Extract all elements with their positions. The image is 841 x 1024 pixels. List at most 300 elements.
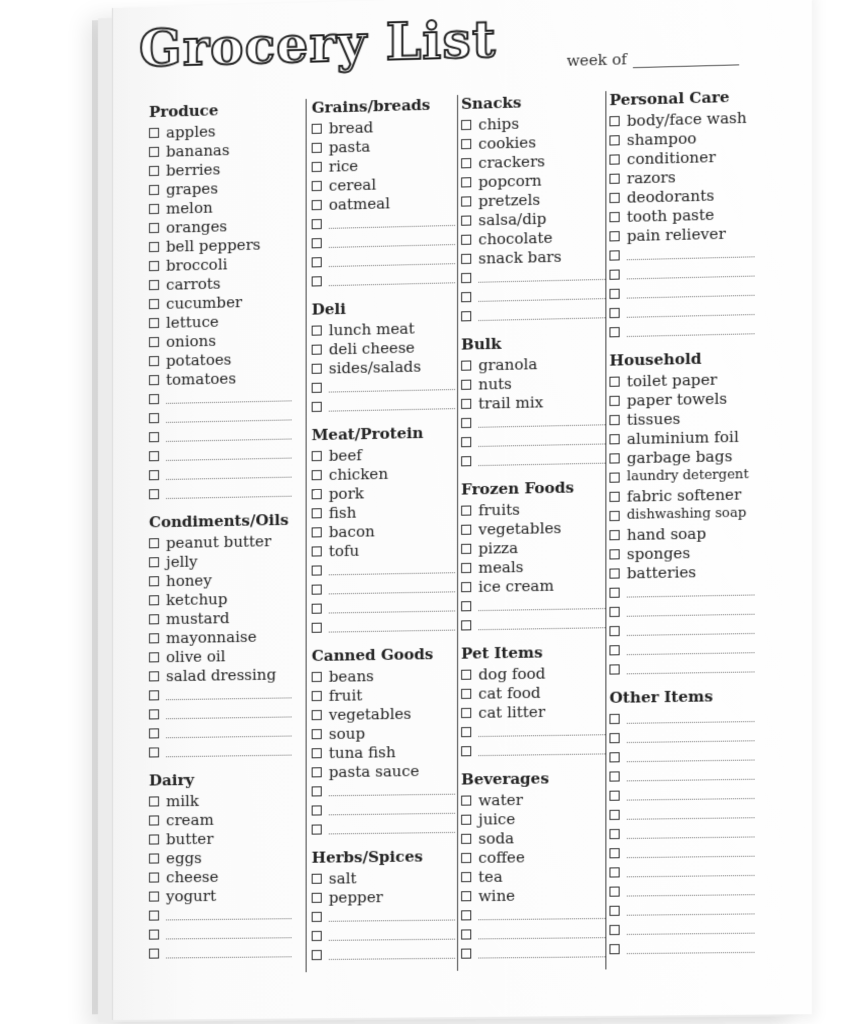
checkbox[interactable] — [312, 767, 322, 777]
checkbox[interactable] — [609, 944, 619, 954]
blank-write-line[interactable] — [166, 725, 291, 738]
blank-write-line[interactable] — [627, 246, 755, 260]
checkbox[interactable] — [312, 489, 322, 499]
blank-write-line[interactable] — [329, 600, 455, 613]
checkbox[interactable] — [461, 727, 471, 737]
list-item — [149, 531, 300, 553]
checkbox[interactable] — [609, 376, 619, 386]
checkbox[interactable] — [312, 729, 322, 739]
checkbox[interactable] — [312, 142, 322, 152]
checkbox[interactable] — [312, 470, 322, 480]
item-label: hand soap — [626, 523, 707, 544]
checkbox[interactable] — [312, 622, 322, 632]
checkbox[interactable] — [312, 911, 322, 921]
blank-item — [312, 818, 464, 839]
list-item — [461, 885, 613, 906]
blank-write-line[interactable] — [478, 269, 605, 283]
checkbox[interactable] — [312, 180, 322, 190]
blank-write-line[interactable] — [166, 390, 291, 404]
checkbox[interactable] — [149, 728, 159, 738]
checkbox[interactable] — [609, 510, 619, 520]
blank-write-line[interactable] — [166, 467, 291, 480]
item-label: shampoo — [626, 128, 697, 149]
item-label: paper towels — [626, 389, 728, 410]
item-label: tooth paste — [626, 205, 715, 226]
checkbox[interactable] — [149, 747, 159, 757]
item-label: bread — [328, 117, 374, 138]
checkbox[interactable] — [149, 127, 159, 137]
checkbox[interactable] — [461, 891, 471, 901]
checkbox[interactable] — [149, 796, 159, 806]
blank-write-line[interactable] — [627, 623, 755, 636]
checkbox[interactable] — [149, 336, 159, 346]
list-item — [609, 484, 762, 506]
checkbox[interactable] — [149, 184, 159, 194]
checkbox[interactable] — [312, 508, 322, 518]
checkbox[interactable] — [461, 524, 471, 534]
checkbox[interactable] — [461, 119, 471, 129]
checkbox[interactable] — [609, 848, 619, 858]
blank-write-line[interactable] — [627, 661, 755, 674]
checkbox[interactable] — [609, 192, 619, 202]
blank-write-line[interactable] — [166, 908, 291, 920]
checkbox[interactable] — [149, 595, 159, 605]
blank-write-line[interactable] — [329, 215, 455, 229]
checkbox[interactable] — [312, 123, 322, 133]
checkbox[interactable] — [312, 584, 322, 594]
checkbox[interactable] — [609, 752, 619, 762]
blank-item — [312, 944, 464, 965]
list-item — [461, 682, 613, 703]
list-item — [149, 607, 300, 628]
week-of-blank-line[interactable] — [633, 52, 739, 68]
blank-item — [461, 594, 613, 616]
checkbox[interactable] — [149, 891, 159, 901]
checkbox[interactable] — [609, 790, 619, 800]
list-item — [149, 550, 300, 572]
checkbox[interactable] — [461, 196, 471, 206]
checkbox[interactable] — [609, 809, 619, 819]
checkbox[interactable] — [312, 344, 322, 354]
blank-item — [461, 448, 613, 470]
blank-item — [609, 880, 762, 901]
checkbox[interactable] — [312, 690, 322, 700]
blank-write-line[interactable] — [478, 307, 605, 321]
blank-item — [312, 268, 464, 291]
checkbox[interactable] — [609, 453, 619, 463]
checkbox[interactable] — [461, 669, 471, 679]
checkbox[interactable] — [461, 872, 471, 882]
blank-write-line[interactable] — [627, 265, 755, 279]
checkbox[interactable] — [461, 158, 471, 168]
checkbox[interactable] — [461, 234, 471, 244]
checkbox[interactable] — [461, 398, 471, 408]
checkbox[interactable] — [149, 929, 159, 939]
checkbox[interactable] — [149, 614, 159, 624]
checkbox[interactable] — [609, 625, 619, 635]
section-other-items — [609, 686, 762, 958]
blank-write-line[interactable] — [478, 617, 605, 630]
checkbox[interactable] — [312, 565, 322, 575]
checkbox[interactable] — [149, 815, 159, 825]
item-label: crackers — [478, 151, 546, 172]
checkbox[interactable] — [461, 746, 471, 756]
blank-write-line[interactable] — [329, 379, 455, 393]
checkbox[interactable] — [312, 325, 322, 335]
checkbox[interactable] — [149, 470, 159, 480]
checkbox[interactable] — [149, 241, 159, 251]
week-of-field[interactable] — [567, 47, 740, 70]
item-label: wine — [478, 886, 516, 905]
list-item — [149, 866, 300, 887]
section-snacks — [461, 91, 613, 326]
item-label: vegetables — [478, 518, 562, 539]
checkbox[interactable] — [461, 707, 471, 717]
checkbox[interactable] — [609, 867, 619, 877]
blank-write-line[interactable] — [627, 923, 755, 935]
item-label: milk — [166, 791, 200, 810]
checkbox[interactable] — [149, 910, 159, 920]
checkbox[interactable] — [312, 161, 322, 171]
checkbox[interactable] — [312, 527, 322, 537]
checkbox[interactable] — [312, 892, 322, 902]
item-label: cereal — [328, 175, 377, 195]
checkbox[interactable] — [149, 834, 159, 844]
blank-write-line[interactable] — [627, 865, 755, 878]
checkbox[interactable] — [149, 279, 159, 289]
checkbox[interactable] — [149, 709, 159, 719]
list-item — [461, 555, 613, 577]
blank-write-line[interactable] — [627, 903, 755, 915]
blank-item — [149, 683, 300, 704]
checkbox[interactable] — [312, 748, 322, 758]
checkbox[interactable] — [149, 298, 159, 308]
checkbox[interactable] — [312, 363, 322, 373]
blank-write-line[interactable] — [627, 584, 755, 597]
section-heading: Deli — [311, 299, 346, 319]
checkbox[interactable] — [312, 786, 322, 796]
checkbox[interactable] — [609, 924, 619, 934]
checkbox[interactable] — [149, 317, 159, 327]
list-item — [461, 575, 613, 597]
checkbox[interactable] — [149, 853, 159, 863]
blank-write-line[interactable] — [166, 409, 291, 423]
item-label: bacon — [328, 521, 375, 541]
blank-write-line[interactable] — [478, 946, 605, 958]
checkbox[interactable] — [609, 472, 619, 482]
blank-item — [461, 303, 613, 325]
checkbox[interactable] — [461, 177, 471, 187]
blank-write-line[interactable] — [166, 486, 291, 499]
checkbox[interactable] — [609, 568, 619, 578]
item-label: fruit — [328, 685, 363, 705]
page-title: Grocery List — [138, 9, 497, 79]
section-deli — [312, 297, 464, 416]
blank-write-line[interactable] — [478, 288, 605, 302]
checkbox[interactable] — [609, 327, 619, 337]
section-heading: Other Items — [609, 687, 713, 707]
checkbox[interactable] — [609, 250, 619, 260]
blank-write-line[interactable] — [478, 908, 605, 920]
checkbox[interactable] — [149, 146, 159, 156]
checkbox[interactable] — [609, 491, 619, 501]
blank-item — [609, 784, 762, 805]
checkbox[interactable] — [461, 543, 471, 553]
list-item — [312, 867, 464, 888]
checkbox[interactable] — [461, 272, 471, 282]
blank-write-line[interactable] — [166, 428, 291, 441]
blank-write-line[interactable] — [478, 743, 605, 756]
checkbox[interactable] — [461, 929, 471, 939]
checkbox[interactable] — [312, 276, 322, 286]
list-item — [149, 790, 300, 811]
item-label: tofu — [328, 541, 360, 560]
checkbox[interactable] — [461, 601, 471, 611]
checkbox[interactable] — [461, 215, 471, 225]
checkbox[interactable] — [312, 671, 322, 681]
checkbox[interactable] — [149, 576, 159, 586]
checkbox[interactable] — [149, 165, 159, 175]
checkbox[interactable] — [609, 905, 619, 915]
checkbox[interactable] — [461, 795, 471, 805]
blank-item — [609, 657, 762, 679]
checkbox[interactable] — [609, 269, 619, 279]
blank-write-line[interactable] — [329, 562, 455, 575]
checkbox[interactable] — [312, 382, 322, 392]
blank-write-line[interactable] — [627, 323, 755, 337]
checkbox[interactable] — [461, 360, 471, 370]
blank-write-line[interactable] — [166, 946, 291, 958]
checkbox[interactable] — [609, 231, 619, 241]
blank-write-line[interactable] — [329, 929, 455, 941]
checkbox[interactable] — [149, 872, 159, 882]
blank-write-line[interactable] — [627, 304, 755, 318]
blank-write-line[interactable] — [627, 788, 755, 801]
blank-write-line[interactable] — [627, 711, 755, 724]
blank-write-line[interactable] — [329, 398, 455, 412]
checkbox[interactable] — [609, 645, 619, 655]
checkbox[interactable] — [609, 530, 619, 540]
blank-item — [609, 599, 762, 621]
blank-item — [609, 822, 762, 843]
checkbox[interactable] — [149, 432, 159, 442]
item-label: coffee — [478, 847, 525, 867]
checkbox[interactable] — [149, 222, 159, 232]
checkbox[interactable] — [461, 910, 471, 920]
item-label: cookies — [478, 132, 537, 153]
item-label: honey — [166, 570, 212, 590]
blank-item — [609, 918, 762, 939]
blank-write-line[interactable] — [329, 803, 455, 816]
blank-write-line[interactable] — [627, 942, 755, 954]
checkbox[interactable] — [609, 733, 619, 743]
blank-write-line[interactable] — [329, 784, 455, 797]
checkbox[interactable] — [312, 257, 322, 267]
checkbox[interactable] — [312, 199, 322, 209]
item-label: salad dressing — [166, 665, 277, 685]
checkbox[interactable] — [461, 253, 471, 263]
item-label: salt — [328, 868, 357, 888]
blank-write-line[interactable] — [478, 433, 605, 447]
blank-write-line[interactable] — [166, 706, 291, 719]
list-item — [461, 865, 613, 886]
checkbox[interactable] — [609, 288, 619, 298]
checkbox[interactable] — [461, 562, 471, 572]
checkbox[interactable] — [609, 115, 619, 125]
blank-write-line[interactable] — [478, 414, 605, 428]
checkbox[interactable] — [312, 930, 322, 940]
checkbox[interactable] — [461, 456, 471, 466]
checkbox[interactable] — [461, 688, 471, 698]
checkbox[interactable] — [461, 833, 471, 843]
checkbox[interactable] — [149, 413, 159, 423]
item-label: rice — [328, 156, 359, 176]
checkbox[interactable] — [609, 414, 619, 424]
blank-write-line[interactable] — [329, 234, 455, 248]
checkbox[interactable] — [149, 948, 159, 958]
item-label: batteries — [626, 562, 697, 582]
checkbox[interactable] — [312, 238, 322, 248]
checkbox[interactable] — [312, 710, 322, 720]
blank-write-line[interactable] — [166, 927, 291, 939]
checkbox[interactable] — [461, 311, 471, 321]
blank-write-line[interactable] — [627, 884, 755, 896]
blank-write-line[interactable] — [329, 948, 455, 960]
checkbox[interactable] — [312, 401, 322, 411]
blank-write-line[interactable] — [627, 846, 755, 859]
blank-write-line[interactable] — [329, 909, 455, 921]
checkbox[interactable] — [609, 211, 619, 221]
checkbox[interactable] — [149, 451, 159, 461]
checkbox[interactable] — [609, 587, 619, 597]
checkbox[interactable] — [609, 154, 619, 164]
item-label: potatoes — [166, 349, 232, 370]
checkbox[interactable] — [609, 135, 619, 145]
checkbox[interactable] — [461, 379, 471, 389]
blank-write-line[interactable] — [329, 253, 455, 267]
checkbox[interactable] — [312, 805, 322, 815]
checkbox[interactable] — [312, 949, 322, 959]
blank-item — [312, 615, 464, 637]
item-label: tissues — [626, 409, 681, 429]
checkbox[interactable] — [149, 671, 159, 681]
item-label: vegetables — [328, 704, 412, 724]
checkbox[interactable] — [461, 814, 471, 824]
checkbox[interactable] — [312, 450, 322, 460]
blank-item — [609, 319, 762, 342]
checkbox[interactable] — [609, 307, 619, 317]
checkbox[interactable] — [149, 203, 159, 213]
item-label: peanut butter — [166, 531, 272, 552]
list-item — [149, 626, 300, 647]
checkbox[interactable] — [609, 771, 619, 781]
checkbox[interactable] — [461, 417, 471, 427]
item-label: garbage bags — [626, 446, 733, 467]
blank-write-line[interactable] — [329, 581, 455, 594]
checkbox[interactable] — [149, 260, 159, 270]
item-label: cat litter — [478, 702, 546, 722]
checkbox[interactable] — [461, 852, 471, 862]
checkbox[interactable] — [149, 489, 159, 499]
section-grains-breads — [312, 95, 464, 291]
blank-write-line[interactable] — [329, 822, 455, 835]
item-label: conditioner — [626, 147, 716, 168]
list-item — [312, 741, 464, 762]
blank-write-line[interactable] — [478, 598, 605, 611]
checkbox[interactable] — [461, 581, 471, 591]
checkbox[interactable] — [609, 664, 619, 674]
item-label: bananas — [166, 140, 230, 161]
blank-write-line[interactable] — [627, 749, 755, 762]
checkbox[interactable] — [149, 652, 159, 662]
section-heading: Household — [609, 349, 702, 370]
list-item — [461, 701, 613, 722]
checkbox[interactable] — [312, 873, 322, 883]
blank-write-line[interactable] — [627, 769, 755, 782]
blank-write-line[interactable] — [478, 927, 605, 939]
blank-write-line[interactable] — [166, 745, 291, 758]
checkbox[interactable] — [149, 557, 159, 567]
item-label: cheese — [166, 867, 219, 886]
section-dairy — [149, 770, 300, 963]
checkbox[interactable] — [149, 633, 159, 643]
list-item — [609, 542, 762, 564]
checkbox[interactable] — [149, 394, 159, 404]
checkbox[interactable] — [461, 505, 471, 515]
checkbox[interactable] — [609, 713, 619, 723]
item-label: ice cream — [478, 576, 554, 596]
blank-write-line[interactable] — [329, 620, 455, 633]
blank-write-line[interactable] — [478, 724, 605, 737]
blank-item — [609, 841, 762, 862]
item-label: razors — [626, 167, 676, 188]
checkbox[interactable] — [609, 434, 619, 444]
blank-write-line[interactable] — [627, 826, 755, 839]
checkbox[interactable] — [461, 620, 471, 630]
blank-write-line[interactable] — [627, 604, 755, 617]
checkbox[interactable] — [312, 603, 322, 613]
section-heading: Personal Care — [609, 87, 730, 110]
item-label: dog food — [478, 663, 546, 684]
checkbox[interactable] — [609, 828, 619, 838]
checkbox[interactable] — [312, 824, 322, 834]
checkbox[interactable] — [149, 356, 159, 366]
blank-write-line[interactable] — [166, 687, 291, 700]
blank-write-line[interactable] — [627, 730, 755, 743]
checkbox[interactable] — [461, 138, 471, 148]
blank-write-line[interactable] — [329, 272, 455, 286]
checkbox[interactable] — [149, 538, 159, 548]
item-label: pain reliever — [626, 224, 726, 245]
checkbox[interactable] — [312, 219, 322, 229]
checkbox[interactable] — [149, 375, 159, 385]
checkbox[interactable] — [609, 173, 619, 183]
checkbox[interactable] — [609, 395, 619, 405]
blank-write-line[interactable] — [627, 285, 755, 299]
checkbox[interactable] — [461, 948, 471, 958]
checkbox[interactable] — [149, 690, 159, 700]
checkbox[interactable] — [609, 606, 619, 616]
checkbox[interactable] — [609, 886, 619, 896]
blank-write-line[interactable] — [478, 453, 605, 467]
checkbox[interactable] — [461, 436, 471, 446]
blank-write-line[interactable] — [627, 807, 755, 820]
checkbox[interactable] — [609, 549, 619, 559]
checkbox[interactable] — [312, 546, 322, 556]
checkbox[interactable] — [461, 291, 471, 301]
blank-write-line[interactable] — [166, 448, 291, 461]
blank-write-line[interactable] — [627, 642, 755, 655]
